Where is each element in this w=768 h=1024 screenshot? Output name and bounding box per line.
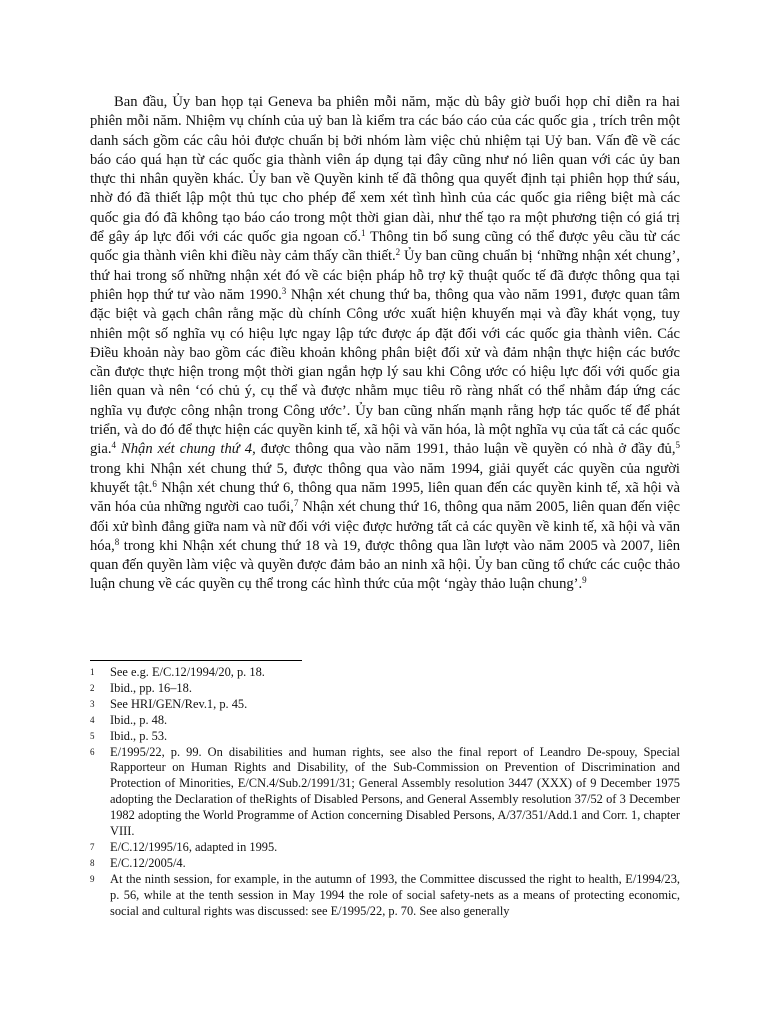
footnote — [90, 697, 680, 713]
footnote-number: 4 — [90, 714, 95, 725]
footnote-text: See HRI/GEN/Rev.1, p. 45. — [110, 696, 248, 711]
paragraph-text: Ban đầu, Ủy ban họp tại Geneva ba phiên mỗi năm, mặc dù bây giờ buổi họp chỉ diễn ra hai phiên mỗi năm. Nhiệm vụ chính của uỷ ban là kiểm tra các báo cáo của các quốc gia , trích trên một danh sách gồm các câu hỏi được chuẩn bị bởi nhóm làm việc chủ nhiệm tại Uỷ ban. Vấn đề về các báo cáo quá hạn từ các quốc gia thành viên áp dụng tại đây cũng như nó liên quan với các ủy ban thực thi nhân quyền khác. Ủy ban về Quyền kinh tế đã thông qua quyết định tại phiên họp thứ sáu, nhờ đó đã thiết lập một thủ tục cho phép để xem xét tình hình của các quốc gia riêng biệt mà các quốc gia đó đã không tạo báo cáo trong một thời gian dài, như thế tạo ra một phương tiện có giá trị để gây áp lực đối với các quốc gia ngoan cố. — [90, 94, 680, 246]
footnote-text: At the ninth session, for example, in the autumn of 1993, the Committee discussed the right to health, E/1994/23, p. 56, while at the tenth session in May 1994 the role of social safety-nets as a means of protecting economic, social and cultural rights was discussed: see E/1995/22, p. 70. See also generally — [110, 871, 680, 918]
footnote — [90, 745, 680, 840]
footnote-text: Ibid., p. 53. — [110, 728, 168, 743]
footnote-ref[interactable]: 6 — [152, 478, 157, 489]
footnote-text: See e.g. E/C.12/1994/20, p. 18. — [110, 665, 265, 679]
footnote-number: 7 — [90, 841, 95, 852]
paragraph-text: trong khi Nhận xét chung thứ 18 và 19, được thông qua lần lượt vào năm 2005 và 2007, liên quan đến quyền làm việc và quyền được đảm bảo an ninh xã hội. Ủy ban cũng tổ chức các cuộc thảo luận chung về các quyền cụ thể trong các hình thức của một ‘ngày thảo luận chung’. — [90, 537, 680, 593]
footnote — [90, 856, 680, 872]
footnote-ref[interactable]: 4 — [111, 440, 116, 451]
footnote-number: 6 — [90, 746, 95, 757]
paragraph-text: Nhận xét chung thứ ba, thông qua vào năm 1991, được quan tâm đặc biệt và gạch chân rằng mặc dù chính Công ước xuất hiện khuyến mại và đầy khát vọng, tuy nhiên một số nghĩa vụ có hiệu lực ngay lập tức được áp đặt đối với các quốc gia thành viên. Các Điều khoản này bao gồm các điều khoản không phân biệt đối xử và đảm nhận thực hiện các bước cần được thực hiện trong một thời gian ngắn hợp lý sau khi Công ước có hiệu lực đối với quốc gia liên quan và nên ‘có chủ ý, cụ thể và được nhằm mục tiêu rõ ràng nhất có thể nhằm đáp ứng các nghĩa vụ được công nhận trong Công ước’. Ủy ban cũng nhấn mạnh rằng hợp tác quốc tế để phát triển, và do đó để thực hiện các quyền kinh tế, xã hội và văn hóa, là một nghĩa vụ của tất cả các quốc gia. — [90, 286, 681, 458]
footnote-number: 3 — [90, 698, 95, 709]
paragraph-text: Nhận xét chung thứ 6, thông qua năm 1995, liên quan đến các quyền kinh tế, xã hội và văn hóa của những người cao tuổi, — [90, 479, 680, 516]
footnote-number: 2 — [90, 682, 95, 693]
footnote-ref[interactable]: 8 — [114, 536, 120, 547]
footnote-text: Ibid., pp. 16–18. — [110, 680, 192, 695]
footnote — [90, 713, 680, 729]
footnote-separator — [90, 660, 302, 661]
footnote-number: 1 — [90, 667, 95, 677]
footnote-ref[interactable]: 7 — [293, 498, 299, 509]
footnote-ref[interactable]: 3 — [281, 285, 287, 296]
footnote — [90, 665, 680, 681]
footnote-text: E/1995/22, p. 99. On disabilities and human rights, see also the final report of Leandro De-spouy, Special Rapporteur on Human Rights and Disability, of the Sub-Commission on Prevention of Discrimination and Protection of Minorities, E/CN.4/Sub.2/1991/31; General Assembly resolution 3447 (XXX) of 9 December 1975 adopting the Declaration of theRights of Disabled Persons, and General Assembly resolution 37/52 of 3 December 1982 adopting the World Programme of Action concerning Disabled Persons, A/37/351/Add.1 and Corr. 1, chapter VIII. — [110, 744, 680, 839]
footnote-number: 5 — [90, 730, 95, 741]
footnote-number: 8 — [90, 857, 95, 868]
paragraph-text: Thông tin bổ sung cũng có thể được yêu cầu từ các quốc gia thành viên khi điều này cảm thấy cần thiết. — [90, 229, 680, 265]
paragraph-italic-text: Nhận xét chung thứ 4 — [115, 441, 253, 458]
footnote-text: E/C.12/1995/16, adapted in 1995. — [110, 839, 278, 854]
footnote — [90, 840, 680, 856]
footnote-ref[interactable]: 9 — [582, 575, 587, 586]
paragraph-text: Ủy ban cũng chuẩn bị ‘những nhận xét chung’, thứ hai trong số những nhận xét đó về các biện pháp hỗ trợ kỹ thuật quốc tế đã được thông qua tại phiên họp thứ tư vào năm 1990. — [90, 248, 680, 303]
footnote — [90, 681, 680, 697]
paragraph-text: trong khi Nhận xét chung thứ 5, được thông qua vào năm 1994, giải quyết các quyền của người khuyết tật. — [90, 460, 680, 496]
footnote-text: Ibid., p. 48. — [110, 712, 168, 727]
footnote-ref[interactable]: 5 — [675, 440, 680, 451]
footnotes — [90, 665, 680, 920]
footnote-ref[interactable]: 2 — [395, 247, 401, 258]
footnote — [90, 729, 680, 745]
paragraph-text: , được thông qua vào năm 1991, thảo luận về quyền có nhà ở đầy đủ, — [252, 441, 676, 458]
body-paragraph — [90, 93, 680, 595]
footnote-number: 9 — [90, 873, 95, 884]
paragraph-text: Nhận xét chung thứ 16, thông qua năm 2005, liên quan đến việc đối xử bình đẳng giữa nam và nữ đối với việc được hưởng tất cả các quyền về kinh tế, xã hội và văn hóa, — [90, 499, 680, 554]
footnote — [90, 872, 680, 920]
footnote-ref[interactable]: 1 — [361, 228, 366, 239]
footnote-text: E/C.12/2005/4. — [110, 855, 186, 870]
